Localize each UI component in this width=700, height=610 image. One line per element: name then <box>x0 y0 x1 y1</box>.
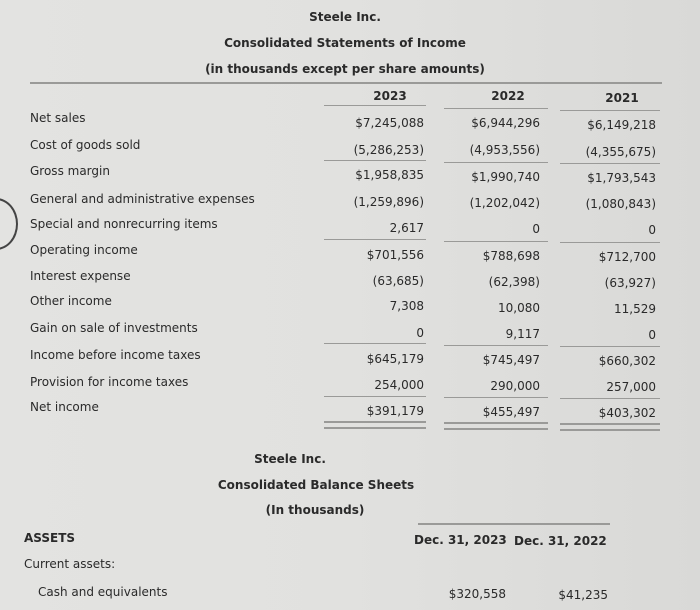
net-income-double-rule-2023 <box>324 421 426 429</box>
row-label-operating-income: Operating income <box>30 243 138 257</box>
ink-mark <box>0 198 18 250</box>
row-label-net-sales: Net sales <box>30 111 86 125</box>
row-label-interest-expense: Interest expense <box>30 269 131 283</box>
other-income-2021: 11,529 <box>614 302 656 316</box>
other-income-2022: 10,080 <box>498 301 540 315</box>
special-items-2021: 0 <box>648 223 656 237</box>
special-items-2022: 0 <box>532 222 540 236</box>
row-label-special-items: Special and nonrecurring items <box>30 217 218 231</box>
row-label-income-before-taxes: Income before income taxes <box>30 348 201 362</box>
general-admin-2023: (1,259,896) <box>353 195 424 209</box>
provision-2023: 254,000 <box>374 378 424 392</box>
operating-income-2021: $712,700 <box>598 250 656 264</box>
gross-margin-2021: $1,793,543 <box>587 171 656 185</box>
year-header-2021: 2021 <box>605 91 639 105</box>
balance-col-2023: Dec. 31, 2023 <box>414 533 507 547</box>
net-income-2021: $403,302 <box>598 406 656 420</box>
gain-on-sale-2022: 9,117 <box>505 327 540 341</box>
interest-expense-2023: (63,685) <box>372 274 424 288</box>
provision-2021: 257,000 <box>606 380 656 394</box>
net-sales-2021: $6,149,218 <box>587 118 656 132</box>
gross-margin-2022: $1,990,740 <box>471 170 540 184</box>
operating-income-2022: $788,698 <box>482 249 540 263</box>
row-label-cash-and-equivalents: Cash and equivalents <box>38 585 168 599</box>
gain-on-sale-2023: 0 <box>416 326 424 340</box>
cogs-2022: (4,953,556) <box>469 143 540 157</box>
row-label-general-admin: General and administrative expenses <box>30 192 255 206</box>
assets-heading: ASSETS <box>24 531 76 545</box>
row-label-provision-for-taxes: Provision for income taxes <box>30 375 189 389</box>
income-before-taxes-2023: $645,179 <box>366 352 424 366</box>
provision-2022: 290,000 <box>490 379 540 393</box>
income-before-taxes-2021: $660,302 <box>598 354 656 368</box>
balance-header-rule <box>418 523 610 525</box>
operating-income-2023: $701,556 <box>366 248 424 262</box>
net-sales-2023: $7,245,088 <box>355 116 424 130</box>
balance-sheet-subtitle: (In thousands) <box>265 503 365 517</box>
gain-on-sale-2021: 0 <box>648 328 656 342</box>
year-header-2023: 2023 <box>373 89 407 103</box>
cash-2022: $41,235 <box>558 588 608 602</box>
other-income-2023: 7,308 <box>389 299 424 313</box>
row-label-gain-on-sale: Gain on sale of investments <box>30 321 198 335</box>
net-income-double-rule-2022 <box>444 422 548 430</box>
income-before-taxes-2022: $745,497 <box>482 353 540 367</box>
cogs-2023: (5,286,253) <box>353 143 424 157</box>
row-label-cost-of-goods-sold: Cost of goods sold <box>30 138 141 152</box>
row-label-gross-margin: Gross margin <box>30 164 110 178</box>
net-income-2023: $391,179 <box>366 404 424 418</box>
general-admin-2022: (1,202,042) <box>469 196 540 210</box>
cash-2023: $320,558 <box>448 587 506 601</box>
income-statement-subtitle: (in thousands except per share amounts) <box>205 62 485 76</box>
balance-sheet-title: Consolidated Balance Sheets <box>217 478 415 492</box>
net-sales-2022: $6,944,296 <box>471 116 540 130</box>
header-rule <box>30 82 662 84</box>
interest-expense-2022: (62,398) <box>488 275 540 289</box>
net-income-2022: $455,497 <box>482 405 540 419</box>
balance-col-2022: Dec. 31, 2022 <box>514 534 607 548</box>
row-label-net-income: Net income <box>30 400 99 414</box>
special-items-2023: 2,617 <box>389 221 424 235</box>
interest-expense-2021: (63,927) <box>604 276 656 290</box>
gross-margin-2023: $1,958,835 <box>355 168 424 182</box>
net-income-double-rule-2021 <box>560 423 660 431</box>
current-assets-heading: Current assets: <box>24 557 116 571</box>
income-company-name: Steele Inc. <box>309 10 381 24</box>
income-statement-title: Consolidated Statements of Income <box>224 36 466 50</box>
year-header-2022: 2022 <box>491 89 525 103</box>
row-label-other-income: Other income <box>30 294 112 308</box>
general-admin-2021: (1,080,843) <box>585 197 656 211</box>
cogs-2021: (4,355,675) <box>585 145 656 159</box>
balance-company-name: Steele Inc. <box>254 452 326 466</box>
